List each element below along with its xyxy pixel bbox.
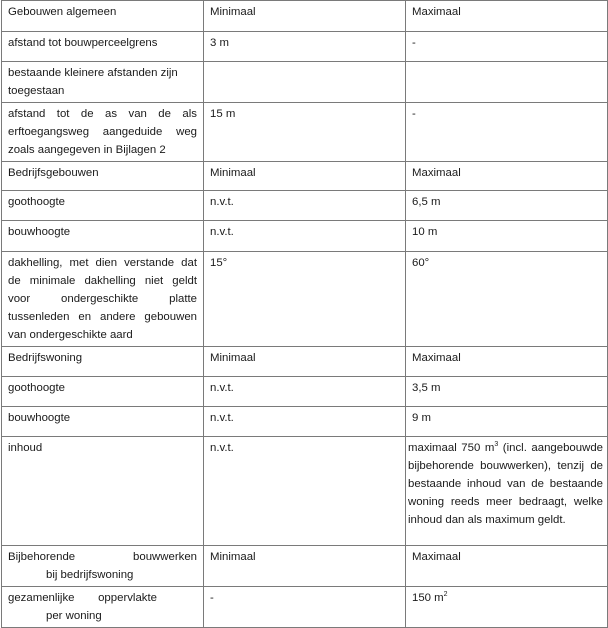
table-cell-label-line2: per woning	[46, 610, 102, 622]
table-cell-label: bestaande kleinere afstanden zijn toegestaan	[2, 62, 204, 103]
table-cell-min: n.v.t.	[204, 407, 406, 437]
column-header-minimaal: Minimaal	[204, 546, 406, 587]
table-row	[2, 437, 608, 546]
column-header-maximaal: Maximaal	[406, 347, 608, 377]
column-header-minimaal: Minimaal	[204, 162, 406, 191]
table-row	[2, 347, 608, 377]
table-cell-max: 3,5 m	[406, 377, 608, 407]
table-cell-label-line1: Bijbehorende bouwwerken	[8, 551, 197, 563]
table-cell-min: n.v.t.	[204, 191, 406, 221]
table-row	[2, 546, 608, 587]
table-row	[2, 407, 608, 437]
table-cell-label: dakhelling, met dien verstande dat de minimale dakhelling niet geldt voor ondergeschikte platte tussenleden en andere gebouwen van ondergeschikte aard	[2, 252, 204, 347]
table-row	[2, 32, 608, 62]
table-cell-label: goothoogte	[2, 377, 204, 407]
inhoud-text-pre: maximaal 750 m	[408, 442, 495, 454]
table-cell-min	[204, 62, 406, 103]
table-cell-label	[2, 587, 204, 628]
table-cell-label-line1: gezamenlijke oppervlakte	[8, 592, 157, 604]
table-row	[2, 103, 608, 162]
table-cell-min: n.v.t.	[204, 221, 406, 252]
table-cell-min: n.v.t.	[204, 437, 406, 546]
table-cell-label: afstand tot de as van de als erftoegangsweg aangeduide weg zoals aangegeven in Bijlagen 2	[2, 103, 204, 162]
section-header-gebouwen-algemeen: Gebouwen algemeen	[2, 1, 204, 32]
table-row	[2, 587, 608, 628]
table-cell-max: -	[406, 32, 608, 62]
column-header-maximaal: Maximaal	[406, 1, 608, 32]
section-header-bedrijfsgebouwen: Bedrijfsgebouwen	[2, 162, 204, 191]
table-cell-label: bouwhoogte	[2, 221, 204, 252]
table-cell-max	[406, 587, 608, 628]
table-cell-max: 6,5 m	[406, 191, 608, 221]
regulations-table	[1, 0, 608, 628]
table-cell-label: bouwhoogte	[2, 407, 204, 437]
table-cell-min: 15°	[204, 252, 406, 347]
table-cell-max: 60°	[406, 252, 608, 347]
table-cell-min: 15 m	[204, 103, 406, 162]
table-row	[2, 62, 608, 103]
superscript-3: 3	[494, 441, 499, 449]
table-cell-label: inhoud	[2, 437, 204, 546]
superscript-2: 2	[443, 591, 448, 599]
table-cell-label-line2: bij bedrijfswoning	[46, 569, 134, 581]
table-row	[2, 377, 608, 407]
table-cell-min: -	[204, 587, 406, 628]
table-cell-label: afstand tot bouwperceelgrens	[2, 32, 204, 62]
table-cell-min: 3 m	[204, 32, 406, 62]
table-row	[2, 162, 608, 191]
table-cell-max: 10 m	[406, 221, 608, 252]
column-header-minimaal: Minimaal	[204, 347, 406, 377]
table-cell-max: -	[406, 103, 608, 162]
inhoud-text-post: (incl. aangebouwde bijbehorende bouwwerken), tenzij de bestaande inhoud van de bestaande woning reeds meer bedraagt, welke inhoud dan als maximum geldt.	[408, 442, 603, 526]
column-header-minimaal: Minimaal	[204, 1, 406, 32]
table-row	[2, 221, 608, 252]
table-cell-label: goothoogte	[2, 191, 204, 221]
section-header-bedrijfswoning: Bedrijfswoning	[2, 347, 204, 377]
table-row	[2, 252, 608, 347]
table-cell-min: n.v.t.	[204, 377, 406, 407]
table-cell-max: 9 m	[406, 407, 608, 437]
table-row	[2, 1, 608, 32]
table-row	[2, 191, 608, 221]
area-value: 150 m	[412, 592, 444, 604]
column-header-maximaal: Maximaal	[406, 546, 608, 587]
table-cell-max-inhoud	[406, 437, 608, 546]
column-header-maximaal: Maximaal	[406, 162, 608, 191]
table-cell-max	[406, 62, 608, 103]
section-header-bijbehorende-bouwwerken	[2, 546, 204, 587]
